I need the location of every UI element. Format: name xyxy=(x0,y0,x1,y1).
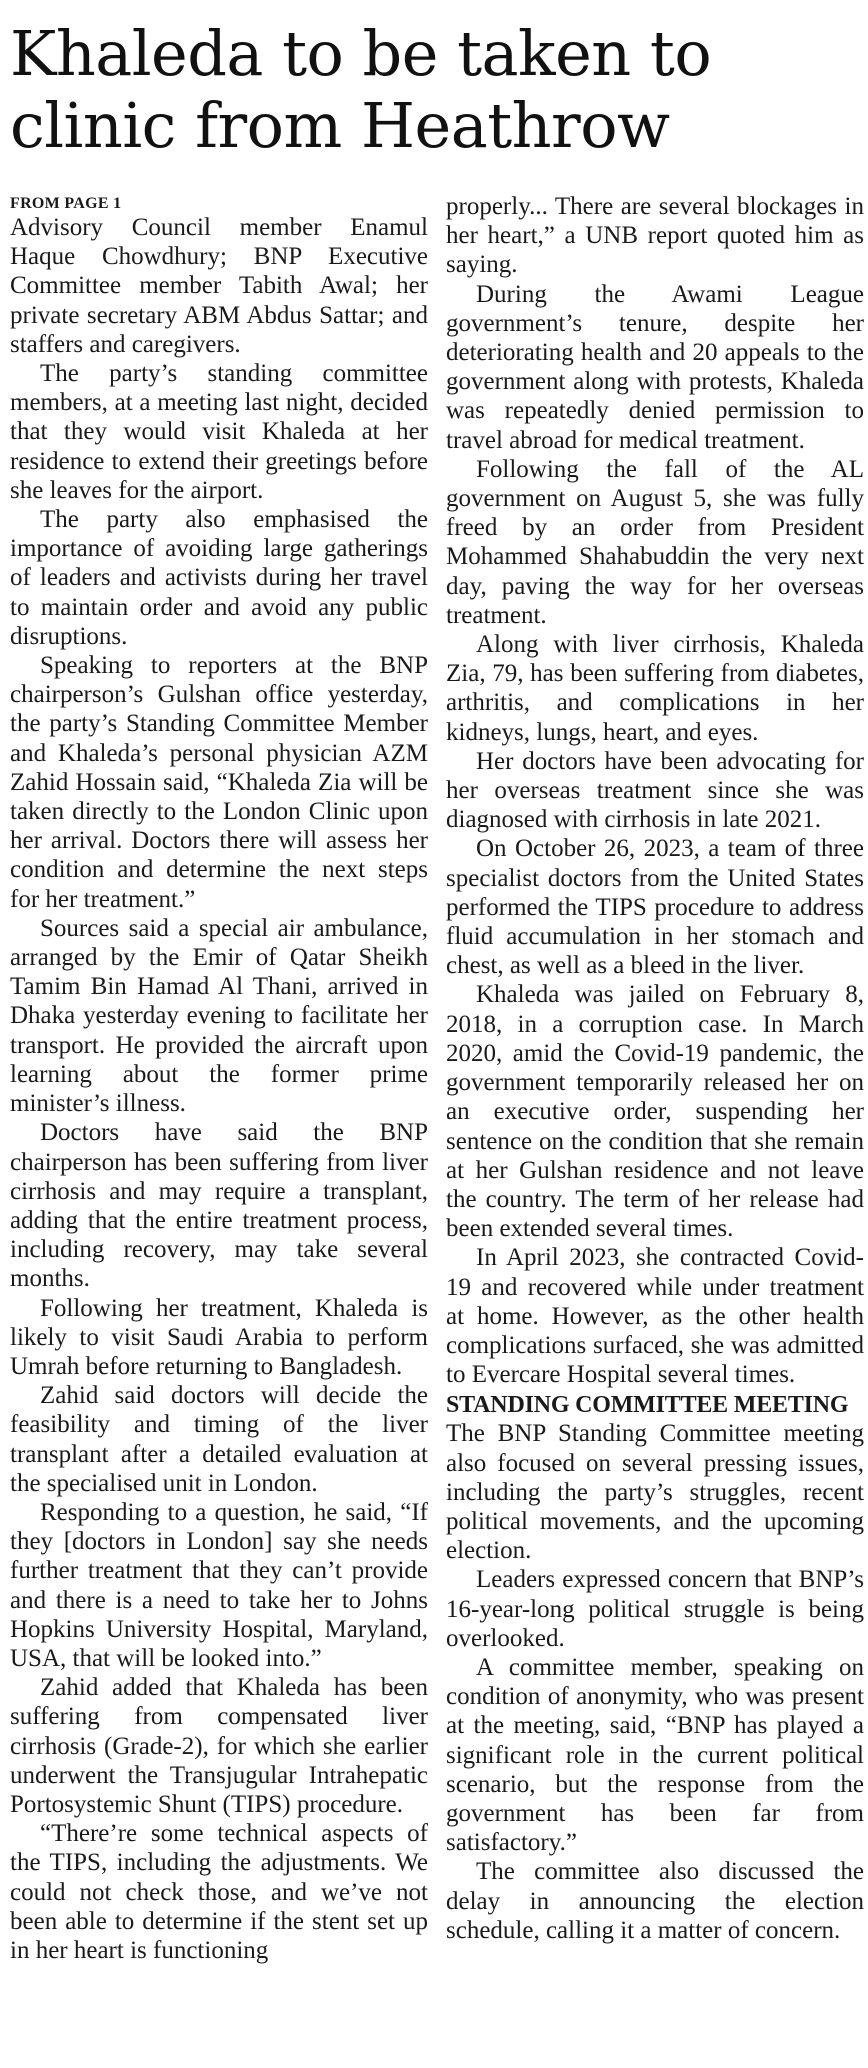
paragraph: properly... There are several blockages in her heart,” a UNB report quoted him as saying. xyxy=(446,193,864,279)
paragraph: In April 2023, she contracted Covid-19 and recovered while under treatment at home. However, as the other health complications surfaced, she was admitted to Evercare Hospital several times. xyxy=(446,1244,864,1389)
paragraph: Following her treatment, Khaleda is likely to visit Saudi Arabia to perform Umrah before returning to Bangladesh. xyxy=(10,1294,428,1380)
paragraph: Responding to a question, he said, “If they [doctors in London] say she needs further treatment that they can’t provide and there is a need to take her to Johns Hopkins University Hospital, Maryland, USA, that will be looked into.” xyxy=(10,1498,428,1672)
jump-label: FROM PAGE 1 xyxy=(10,195,122,212)
paragraph: Her doctors have been advocating for her overseas treatment since she was diagnosed with cirrhosis in late 2021. xyxy=(446,747,864,834)
paragraph: On October 26, 2023, a team of three specialist doctors from the United States performed the TIPS procedure to address fluid accumulation in her stomach and chest, as well as a bleed in the liver. xyxy=(446,835,864,980)
paragraph: Along with liver cirrhosis, Khaleda Zia, 79, has been suffering from diabetes, arthritis, and complications in her kidneys, lungs, heart, and eyes. xyxy=(446,631,864,746)
paragraph: Zahid said doctors will decide the feasibility and timing of the liver transplant after a detailed evaluation at the specialised unit in London. xyxy=(10,1382,428,1497)
paragraph: The BNP Standing Committee meeting also focused on several pressing issues, including the party’s struggles, recent political movements, and the upcoming election. xyxy=(446,1420,864,1565)
paragraph: Following the fall of the AL government on August 5, she was fully freed by an order from President Mohammed Shahabuddin the very next day, paving the way for her overseas treatment. xyxy=(446,455,864,629)
headline: Khaleda to be taken to clinic from Heathrow xyxy=(10,17,712,162)
paragraph: The party’s standing committee members, at a meeting last night, decided that they would visit Khaleda at her residence to extend their greetings before she leaves for the airport. xyxy=(10,360,428,504)
paragraph: Advisory Council member Enamul Haque Chowdhury; BNP Executive Committee member Tabith Awal; her private secretary ABM Abdus Sattar; and staffers and caregivers. xyxy=(10,214,428,358)
article-column-left xyxy=(10,192,428,1965)
paragraph: Zahid added that Khaleda has been suffering from compensated liver cirrhosis (Grade-2), for which she earlier underwent the Transjugular Intrahepatic Portosystemic Shunt (TIPS) procedure. xyxy=(10,1674,428,1818)
paragraph: Doctors have said the BNP chairperson has been suffering from liver cirrhosis and may require a transplant, adding that the entire treatment process, including recovery, may take several months. xyxy=(10,1119,428,1293)
article-column-right xyxy=(446,192,864,1945)
section-subhead: STANDING COMMITTEE MEETING xyxy=(446,1392,849,1419)
paragraph: During the Awami League government’s tenure, despite her deteriorating health and 20 appeals to the government along with protests, Khaleda was repeatedly denied permission to travel abroad for medical treatment. xyxy=(446,280,864,454)
paragraph: “There’re some technical aspects of the TIPS, including the adjustments. We could not check those, and we’ve not been able to determine if the stent set up in her heart is functioning xyxy=(10,1820,428,1964)
paragraph: Sources said a special air ambulance, arranged by the Emir of Qatar Sheikh Tamim Bin Hamad Al Thani, arrived in Dhaka yesterday evening to facilitate her transport. He provided the aircraft upon learning about the former prime minister’s illness. xyxy=(10,914,428,1118)
paragraph: The committee also discussed the delay in announcing the election schedule, calling it a matter of concern. xyxy=(446,1858,864,1944)
paragraph: Speaking to reporters at the BNP chairperson’s Gulshan office yesterday, the party’s Standing Committee Member and Khaleda’s personal physician AZM Zahid Hossain said, “Khaleda Zia will be taken directly to the London Clinic upon her arrival. Doctors there will assess her condition and determine the next steps for her treatment.” xyxy=(10,652,428,913)
paragraph: The party also emphasised the importance of avoiding large gatherings of leaders and activists during her travel to maintain order and avoid any public disruptions. xyxy=(10,506,428,650)
paragraph: Leaders expressed concern that BNP’s 16-year-long political struggle is being overlooked. xyxy=(446,1566,864,1652)
paragraph: A committee member, speaking on condition of anonymity, who was present at the meeting, said, “BNP has played a significant role in the current political scenario, but the response from the government has been far from satisfactory.” xyxy=(446,1653,864,1857)
paragraph: Khaleda was jailed on February 8, 2018, in a corruption case. In March 2020, amid the Covid-19 pandemic, the government temporarily released her on an executive order, suspending her sentence on the condition that she remain at her Gulshan residence and not leave the country. The term of her release had been extended several times. xyxy=(446,981,864,1243)
